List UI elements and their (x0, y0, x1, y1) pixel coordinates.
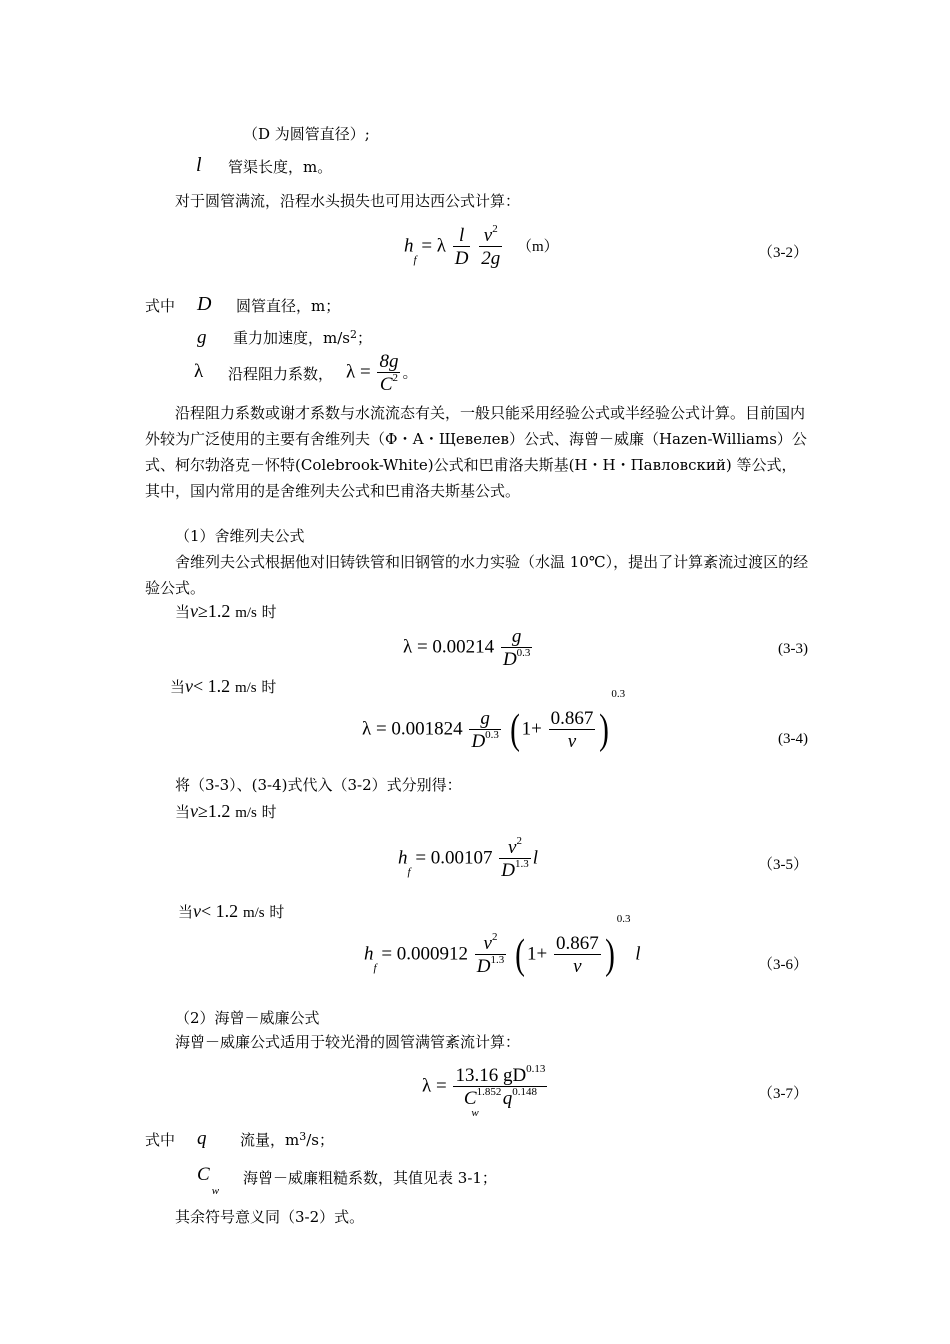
equation-number-3-7: （3-7） (758, 1086, 808, 1102)
symbol-D: D (197, 293, 212, 315)
main-paragraph: 沿程阻力系数或谢才系数与水流流态有关，一般只能采用经验公式或半经验公式计算。目前国内外较为广泛使用的主要有舍维列夫（Ф・А・Щевелев）公式、海曾－威廉（Hazen-Williams）公式、柯尔勃洛克－怀特(Colebrook-White)公式和巴甫洛夫斯基(Н・Н・Павловский) 等公式，其中，国内常用的是舍维列夫公式和巴甫洛夫斯基公式。 (145, 404, 807, 500)
condition-v-lt-2: 当v< 1.2 m/s 时 (178, 901, 285, 921)
symbol-l: l (196, 154, 202, 176)
closing-note: 其余符号意义同（3-2）式。 (175, 1208, 365, 1226)
condition-v-ge-2: 当v≥1.2 m/s 时 (175, 801, 277, 821)
equation-3-3: λ = 0.00214 $\frac{g}{D^{0.3}}$ (403, 626, 531, 670)
defs-prefix-2: 式中 (145, 1131, 176, 1149)
symbol-l-desc: 管渠长度，m。 (228, 158, 333, 176)
equation-number-3-3: (3-3) (778, 641, 808, 657)
equation-number-3-4: (3-4) (778, 731, 808, 747)
equation-number-3-6: （3-6） (758, 957, 808, 973)
symbol-Cw: $C_w$ (197, 1164, 220, 1197)
symbol-Cw-desc: 海曾－威廉粗糙系数，其值见表 3-1； (243, 1169, 497, 1187)
symbol-lambda: λ (194, 361, 204, 382)
equation-3-5: $h_f = 0.00107$ $\frac{v^2}{D^{1.3}}$ l (398, 835, 539, 881)
section-1-paragraph: 舍维列夫公式根据他对旧铸铁管和旧钢管的水力实验（水温 10℃），提出了计算紊流过渡区的经验公式。 (145, 553, 809, 597)
substitution-text: 将（3-3）、(3-4)式代入（3-2）式分别得： (175, 776, 462, 794)
equation-3-2: $h_f = \lambda$ $\frac{l}{D}$ $\frac{v^2}{2g}$ （m） (404, 223, 559, 269)
symbol-q: q (197, 1128, 207, 1149)
lambda-definition: λ = $\frac{8g}{C^2}$ 。 (346, 351, 418, 395)
equation-number-3-5: （3-5） (758, 857, 808, 873)
symbol-q-desc: 流量，$m^3/s$； (240, 1130, 334, 1149)
symbol-D-desc: 圆管直径，m； (236, 297, 341, 315)
diameter-note: （D 为圆管直径）; (243, 125, 370, 143)
symbol-g-desc: 重力加速度，$m/s^2$； (233, 328, 372, 347)
equation-3-4: λ = 0.001824 $\frac{g}{D^{0.3}}$ ( 1+ $\frac{0.867}{v}$ )$^{0.3}$ (362, 688, 626, 753)
equation-3-7: λ = $\frac{13.16 gD^{0.13}}{C^{1.852}_wq^{0.148}}$ (422, 1063, 546, 1119)
section-2-paragraph: 海曾－威廉公式适用于较光滑的圆管满管紊流计算： (175, 1033, 521, 1051)
symbol-lambda-desc: 沿程阻力系数， (228, 365, 334, 383)
symbol-g: g (197, 327, 207, 348)
defs-prefix-1: 式中 (145, 297, 176, 315)
section-1-title: （1）舍维列夫公式 (175, 527, 305, 545)
equation-3-6: $h_f = 0.000912$ $\frac{v^2}{D^{1.3}}$ ( 1+ $\frac{0.867}{v}$ )$^{0.3}$ l (364, 913, 641, 978)
condition-v-lt: 当v< 1.2 m/s 时 (170, 676, 277, 696)
condition-v-ge: 当v≥1.2 m/s 时 (175, 601, 277, 621)
darcy-intro: 对于圆管满流，沿程水头损失也可用达西公式计算： (175, 192, 521, 210)
equation-number-3-2: （3-2） (758, 245, 808, 261)
section-2-title: （2）海曾－威廉公式 (175, 1009, 320, 1027)
